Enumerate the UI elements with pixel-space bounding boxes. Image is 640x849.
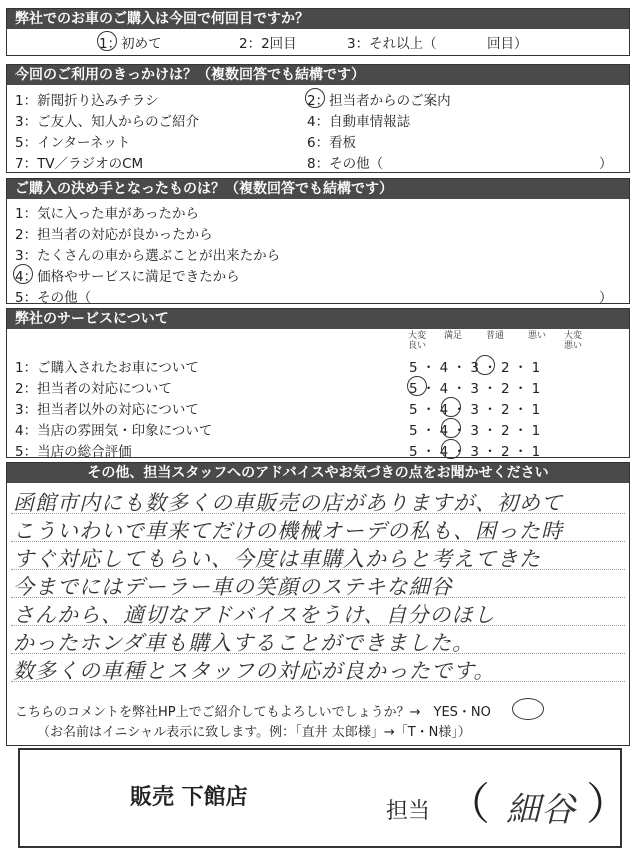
selected-circle <box>13 264 33 284</box>
option-more: 3：それ以上（ <box>347 36 437 52</box>
trigger-item: 7：TV／ラジオのCM <box>15 156 144 172</box>
selected-circle <box>305 88 325 108</box>
decision-header: ご購入の決め手となったものは？（複数回答でも結構です） <box>7 179 629 199</box>
service-header: 弊社のサービスについて <box>7 309 629 329</box>
trigger-item: 6：看板 <box>307 135 357 151</box>
handwritten-line: すぐ対応してもらい、今度は車購入からと考えてきた <box>13 547 541 571</box>
store-name: 販売 下館店 <box>130 785 248 810</box>
service-row-scale: 5 ・ 4 ・ 3 ・ 2 ・ 1 <box>409 381 541 397</box>
trigger-item: 8：その他（ <box>307 156 384 172</box>
paren-close: ） <box>586 779 630 830</box>
decision-section <box>6 178 630 304</box>
scale-header: 大変 良い <box>407 331 426 351</box>
handwritten-line: 数多くの車種とスタッフの対応が良かったです。 <box>13 659 496 683</box>
service-row-label: 2：担当者の対応について <box>15 381 172 397</box>
service-row-label: 5：当店の総合評価 <box>15 444 132 460</box>
option-first-time: 1：初めて <box>99 36 162 52</box>
service-row-label: 4：当店の雰囲気・印象について <box>15 423 213 439</box>
staff-label: 担当 <box>386 799 431 824</box>
trigger-item: 4：自動車情報誌 <box>307 114 411 130</box>
trigger-header: 今回のご利用のきっかけは？（複数回答でも結構です） <box>7 65 629 85</box>
handwritten-line: 函館市内にも数多くの車販売の店がありますが、初めて <box>13 491 563 515</box>
decision-item: 3：たくさんの車から選ぶことが出来たから <box>15 248 281 264</box>
option-second-time: 2：2回目 <box>239 36 297 52</box>
purchase-count-header: 弊社でのお車のご購入は今回で何回目ですか？ <box>7 9 629 29</box>
purchase-count-section <box>6 8 630 56</box>
selected-circle <box>97 31 117 51</box>
handwritten-line: かったホンダ車も購入することができました。 <box>13 631 475 655</box>
scale-header: 普通 <box>485 331 504 341</box>
decision-item: 1：気に入った車があったから <box>15 206 199 222</box>
rating-circle <box>441 439 461 459</box>
service-row-label: 1：ご購入されたお車について <box>15 360 199 376</box>
comments-header: その他、担当スタッフへのアドバイスやお気づきの点をお聞かせください <box>7 463 629 483</box>
decision-item: 4：価格やサービスに満足できたから <box>15 269 240 285</box>
service-row-scale: 5 ・ 4 ・ 3 ・ 2 ・ 1 <box>409 402 541 418</box>
rating-circle <box>475 355 495 375</box>
trigger-section <box>6 64 630 173</box>
scale-header: 悪い <box>527 331 546 341</box>
close-paren: ） <box>599 290 613 306</box>
handwritten-line: さんから、適切なアドバイスをうけ、自分のほし <box>13 603 496 627</box>
option-more-suffix: 回目） <box>487 36 528 52</box>
scale-header: 大変 悪い <box>563 331 582 351</box>
decision-item: 5：その他（ <box>15 290 92 306</box>
handwritten-line: こういわいで車来てだけの機械オーデの私も、困った時 <box>13 519 563 543</box>
paren-open: （ <box>446 779 490 830</box>
rating-circle <box>441 397 461 417</box>
consent-question: こちらのコメントを弊社HP上でご紹介してもよろしいでしょうか？→ YES・NO <box>15 705 491 720</box>
staff-name: 細谷 <box>506 790 576 830</box>
selected-circle <box>512 698 544 720</box>
service-row-scale: 5 ・ 4 ・ 3 ・ 2 ・ 1 <box>409 423 541 439</box>
service-section <box>6 308 630 458</box>
comments-section <box>6 462 630 746</box>
rating-circle <box>407 376 427 396</box>
service-row-scale: 5 ・ 4 ・ 3 ・ 2 ・ 1 <box>409 360 541 376</box>
trigger-item: 1：新聞折り込みチラシ <box>15 93 159 109</box>
rating-circle <box>441 418 461 438</box>
trigger-item: 3：ご友人、知人からのご紹介 <box>15 114 200 130</box>
handwritten-line: 今までにはデーラー車の笑顔のステキな細谷 <box>13 575 453 599</box>
store-footer <box>18 748 630 848</box>
trigger-item: 5：インターネット <box>15 135 131 151</box>
service-row-scale: 5 ・ 4 ・ 3 ・ 2 ・ 1 <box>409 444 541 460</box>
decision-item: 2：担当者の対応が良かったから <box>15 227 213 243</box>
initials-note: （お名前はイニシャル表示に致します。例：「直井 太郎様」→「T・N様」） <box>37 725 471 740</box>
service-row-label: 3：担当者以外の対応について <box>15 402 199 418</box>
trigger-item: 2：担当者からのご案内 <box>307 93 451 109</box>
close-paren: ） <box>599 156 613 172</box>
scale-header: 満足 <box>443 331 462 341</box>
